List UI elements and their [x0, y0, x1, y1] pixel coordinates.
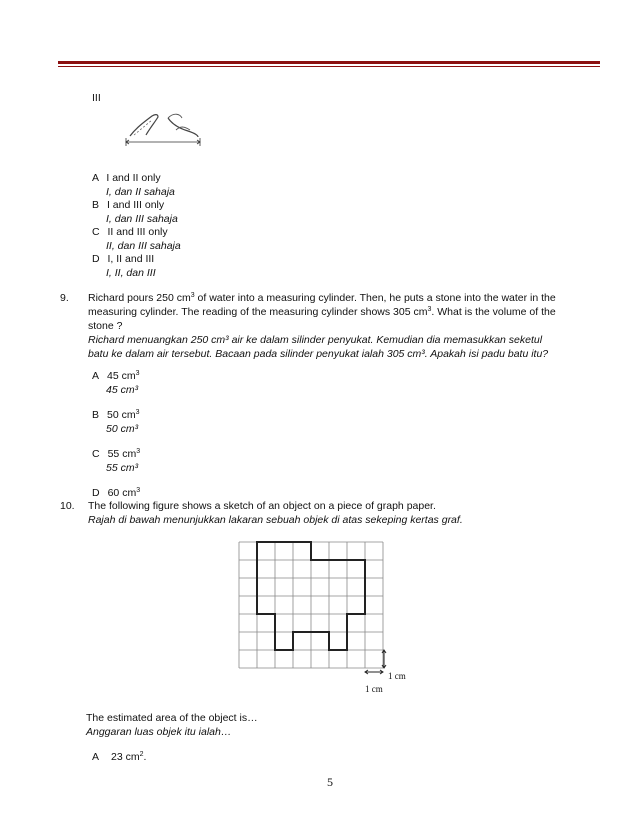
- q10-text: The following figure shows a sketch of an object on a piece of graph paper.: [88, 500, 436, 512]
- q8-option-d[interactable]: [92, 253, 154, 265]
- q10-ms: Rajah di bawah menunjukkan lakaran sebuah objek di atas sekeping kertas graf.: [88, 514, 463, 526]
- scale-label-horizontal: 1 cm: [365, 684, 383, 694]
- q9-text-line1: Richard pours 250 $cm^3$ of water into a measuring cylinder. Then, he puts a stone into the water in the: [88, 292, 556, 304]
- option-text: I and III only: [106, 199, 165, 211]
- hand-sketch-figure: [122, 108, 204, 150]
- scale-label-vertical: 1 cm: [388, 671, 406, 681]
- page-number: 5: [327, 775, 333, 789]
- q10-number: 10.: [60, 500, 75, 512]
- q9-ms-line2: batu ke dalam air tersebut. Bacaan pada silinder penyukat ialah 305 cm³. Apakah isi padu batu itu?: [88, 348, 549, 360]
- q9-option-b[interactable]: B 50 $cm^3$: [92, 409, 140, 421]
- q8-option-d-ms: I, II, dan III: [106, 267, 156, 279]
- q9-text-line3: stone ?: [88, 320, 123, 332]
- q8-option-a-ms: I, dan II sahaja: [106, 186, 175, 198]
- q8-option-c-ms: II, dan III sahaja: [106, 240, 181, 252]
- q9-option-c[interactable]: C 55 $cm^3$: [92, 448, 141, 460]
- q10-option-a[interactable]: A 23 $cm^2$.: [92, 751, 147, 763]
- option-text: I and II only: [106, 172, 161, 184]
- option-text: II and III only: [107, 226, 168, 238]
- q9-option-b-ms: 50 cm³: [106, 423, 139, 435]
- figure-label: III: [92, 92, 101, 104]
- option-text: I, II and III: [107, 253, 155, 265]
- q9-option-c-ms: 55 cm³: [106, 462, 139, 474]
- q8-option-b-ms: I, dan III sahaja: [106, 213, 178, 225]
- q9-ms-line1: Richard menuangkan 250 cm³ air ke dalam silinder penyukat. Kemudian dia memasukkan seketul: [88, 334, 543, 346]
- q9-text-line2: measuring cylinder. The reading of the measuring cylinder shows 305 $cm^3$. What is the volume of the: [88, 306, 556, 318]
- q9-option-d[interactable]: D 60 $cm^3$: [92, 487, 141, 499]
- option-letter: D: [92, 253, 100, 265]
- header-rule-thick: [58, 61, 600, 64]
- q8-option-b[interactable]: [92, 199, 164, 211]
- q9-number: 9.: [60, 292, 69, 304]
- q8-option-a[interactable]: [92, 172, 161, 184]
- q9-option-a-ms: 45 cm³: [106, 384, 139, 396]
- option-letter: A: [92, 172, 99, 184]
- q9-option-a[interactable]: A 45 $cm^3$: [92, 370, 140, 382]
- q10-prompt-ms: Anggaran luas objek itu ialah…: [86, 726, 232, 738]
- q8-option-c[interactable]: [92, 226, 168, 238]
- graph-paper-figure: [232, 534, 417, 686]
- option-letter: B: [92, 199, 100, 211]
- header-rule-thin: [58, 66, 600, 67]
- option-letter: C: [92, 226, 100, 238]
- q10-prompt: The estimated area of the object is…: [86, 712, 258, 724]
